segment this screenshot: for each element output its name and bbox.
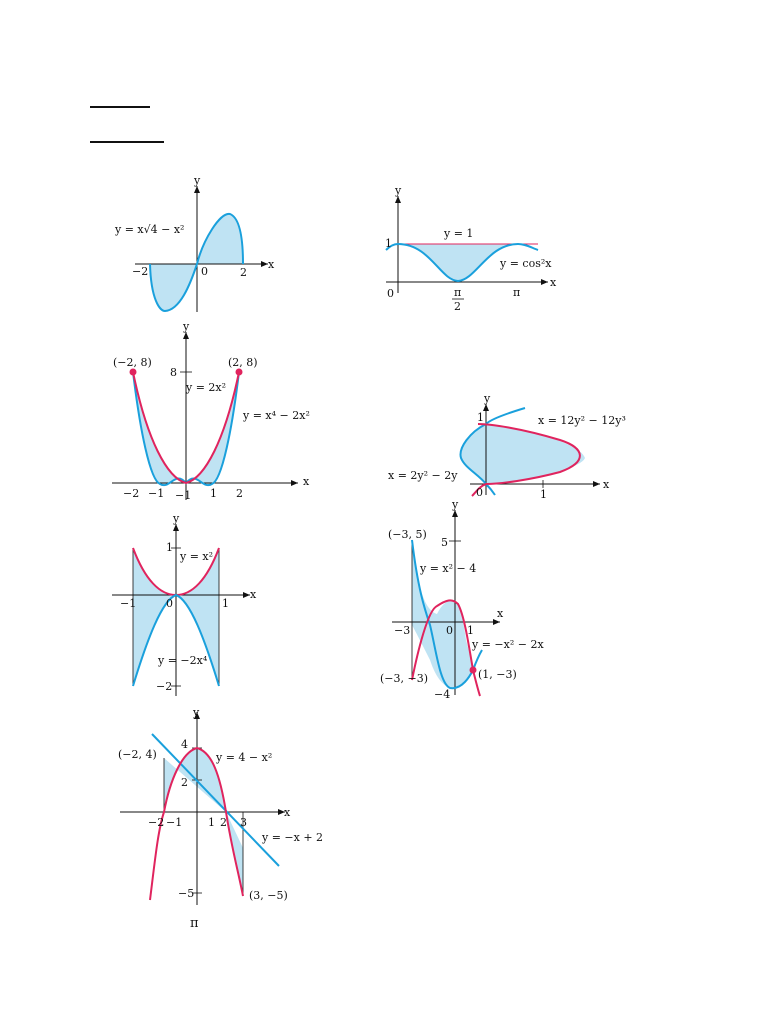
fig3-point bbox=[236, 369, 243, 376]
fig6-point-label: (−3, 5) bbox=[388, 528, 427, 541]
fig5-y-label: y bbox=[173, 512, 180, 525]
fig5-curve2-label: y = −2x⁴ bbox=[158, 654, 208, 667]
fig3-point-label: (−2, 8) bbox=[113, 356, 152, 369]
fig7 bbox=[118, 706, 323, 905]
fig6-curve2-label: y = −x² − 2x bbox=[472, 638, 544, 651]
fig3-tick: 1 bbox=[210, 487, 217, 500]
fig4-tick: 1 bbox=[477, 411, 484, 424]
fig7-point-label: (3, −5) bbox=[249, 889, 288, 902]
fig6-tick: 0 bbox=[446, 624, 453, 637]
fig4-y-label: y bbox=[484, 392, 491, 405]
fig6-tick: −3 bbox=[394, 624, 411, 637]
fig6 bbox=[380, 498, 544, 701]
fig2-y-label: y bbox=[395, 184, 402, 197]
fig5-tick: −2 bbox=[156, 680, 173, 693]
fig7-tick: −2 bbox=[148, 816, 165, 829]
fig4-x-label: x bbox=[603, 478, 610, 491]
fig4-curve1-label: x = 12y² − 12y³ bbox=[538, 414, 626, 427]
fig7-x-label: x bbox=[284, 806, 291, 819]
fig3-point bbox=[130, 369, 137, 376]
fig4-tick: 0 bbox=[476, 486, 483, 499]
fig6-y-label: y bbox=[452, 498, 459, 511]
fig4-curve2-label: x = 2y² − 2y bbox=[388, 469, 458, 482]
fig5-x-label: x bbox=[250, 588, 257, 601]
fig7-y-label: y bbox=[193, 706, 200, 719]
fig3-curve1-label: y = 2x² bbox=[186, 381, 227, 394]
fig6-point bbox=[470, 667, 477, 674]
fig3-tick: −1 bbox=[175, 489, 192, 502]
fig1-tick: −2 bbox=[132, 265, 149, 278]
fig6-tick: 5 bbox=[441, 536, 448, 549]
fig2-tick: 2 bbox=[454, 300, 461, 313]
fig7-curve1-label: y = 4 − x² bbox=[216, 751, 273, 764]
fig7-tick: 4 bbox=[181, 738, 188, 751]
fig1-curve-label: y = x√4 − x² bbox=[115, 223, 185, 236]
fig6-x-label: x bbox=[497, 607, 504, 620]
fig1-x-label: x bbox=[268, 258, 275, 271]
fig5-tick: 0 bbox=[166, 597, 173, 610]
fig1-tick: 2 bbox=[240, 266, 247, 279]
fig7-tick: 2 bbox=[220, 816, 227, 829]
fig7-curve2-label: y = −x + 2 bbox=[262, 831, 324, 844]
fig1-tick: 0 bbox=[201, 265, 208, 278]
fig7-tick: 3 bbox=[240, 816, 247, 829]
fig5-tick: −1 bbox=[120, 597, 137, 610]
fig2-tick: 1 bbox=[385, 237, 392, 250]
fig5 bbox=[112, 512, 257, 696]
fig7-point-label: (−2, 4) bbox=[118, 748, 157, 761]
fig7-tick: −1 bbox=[166, 816, 183, 829]
fig2-x-label: x bbox=[550, 276, 557, 289]
fig2-curve-label: y = cos²x bbox=[500, 257, 552, 270]
fig6-curve1-label: y = x² − 4 bbox=[420, 562, 477, 575]
fig3-curve2-label: y = x⁴ − 2x² bbox=[243, 409, 310, 422]
fig4 bbox=[388, 392, 626, 501]
fig2-tick: π bbox=[513, 286, 521, 299]
fig6-tick: 1 bbox=[467, 624, 474, 637]
footer-pi-symbol: π bbox=[190, 916, 199, 931]
fig2-tick: π bbox=[454, 286, 462, 299]
fig2-tick: 0 bbox=[387, 287, 394, 300]
fig3-tick: 2 bbox=[236, 487, 243, 500]
fig2 bbox=[385, 184, 557, 313]
fig5-tick: 1 bbox=[222, 597, 229, 610]
fig6-tick: −4 bbox=[434, 688, 451, 701]
fig3-y-label: y bbox=[183, 320, 190, 333]
fig3-x-label: x bbox=[303, 475, 310, 488]
fig3-tick: −2 bbox=[123, 487, 140, 500]
fig6-point-label: (1, −3) bbox=[478, 668, 517, 681]
fig3-tick: −1 bbox=[148, 487, 165, 500]
fig1 bbox=[114, 174, 275, 312]
fig2-line-label: y = 1 bbox=[444, 227, 474, 240]
fig6-point-label: (−3, −3) bbox=[380, 672, 429, 685]
fig3-tick: 8 bbox=[170, 366, 177, 379]
fig5-curve1-label: y = x² bbox=[180, 550, 214, 563]
fig7-tick: −5 bbox=[178, 887, 195, 900]
fig1-y-label: y bbox=[194, 174, 201, 187]
fig3-point-label: (2, 8) bbox=[228, 356, 258, 369]
fig4-shaded-region bbox=[461, 424, 585, 484]
fig7-tick: 1 bbox=[208, 816, 215, 829]
fig7-tick: 2 bbox=[181, 776, 188, 789]
fig4-tick: 1 bbox=[540, 488, 547, 501]
fig5-tick: 1 bbox=[166, 541, 173, 554]
fig3 bbox=[112, 320, 310, 502]
